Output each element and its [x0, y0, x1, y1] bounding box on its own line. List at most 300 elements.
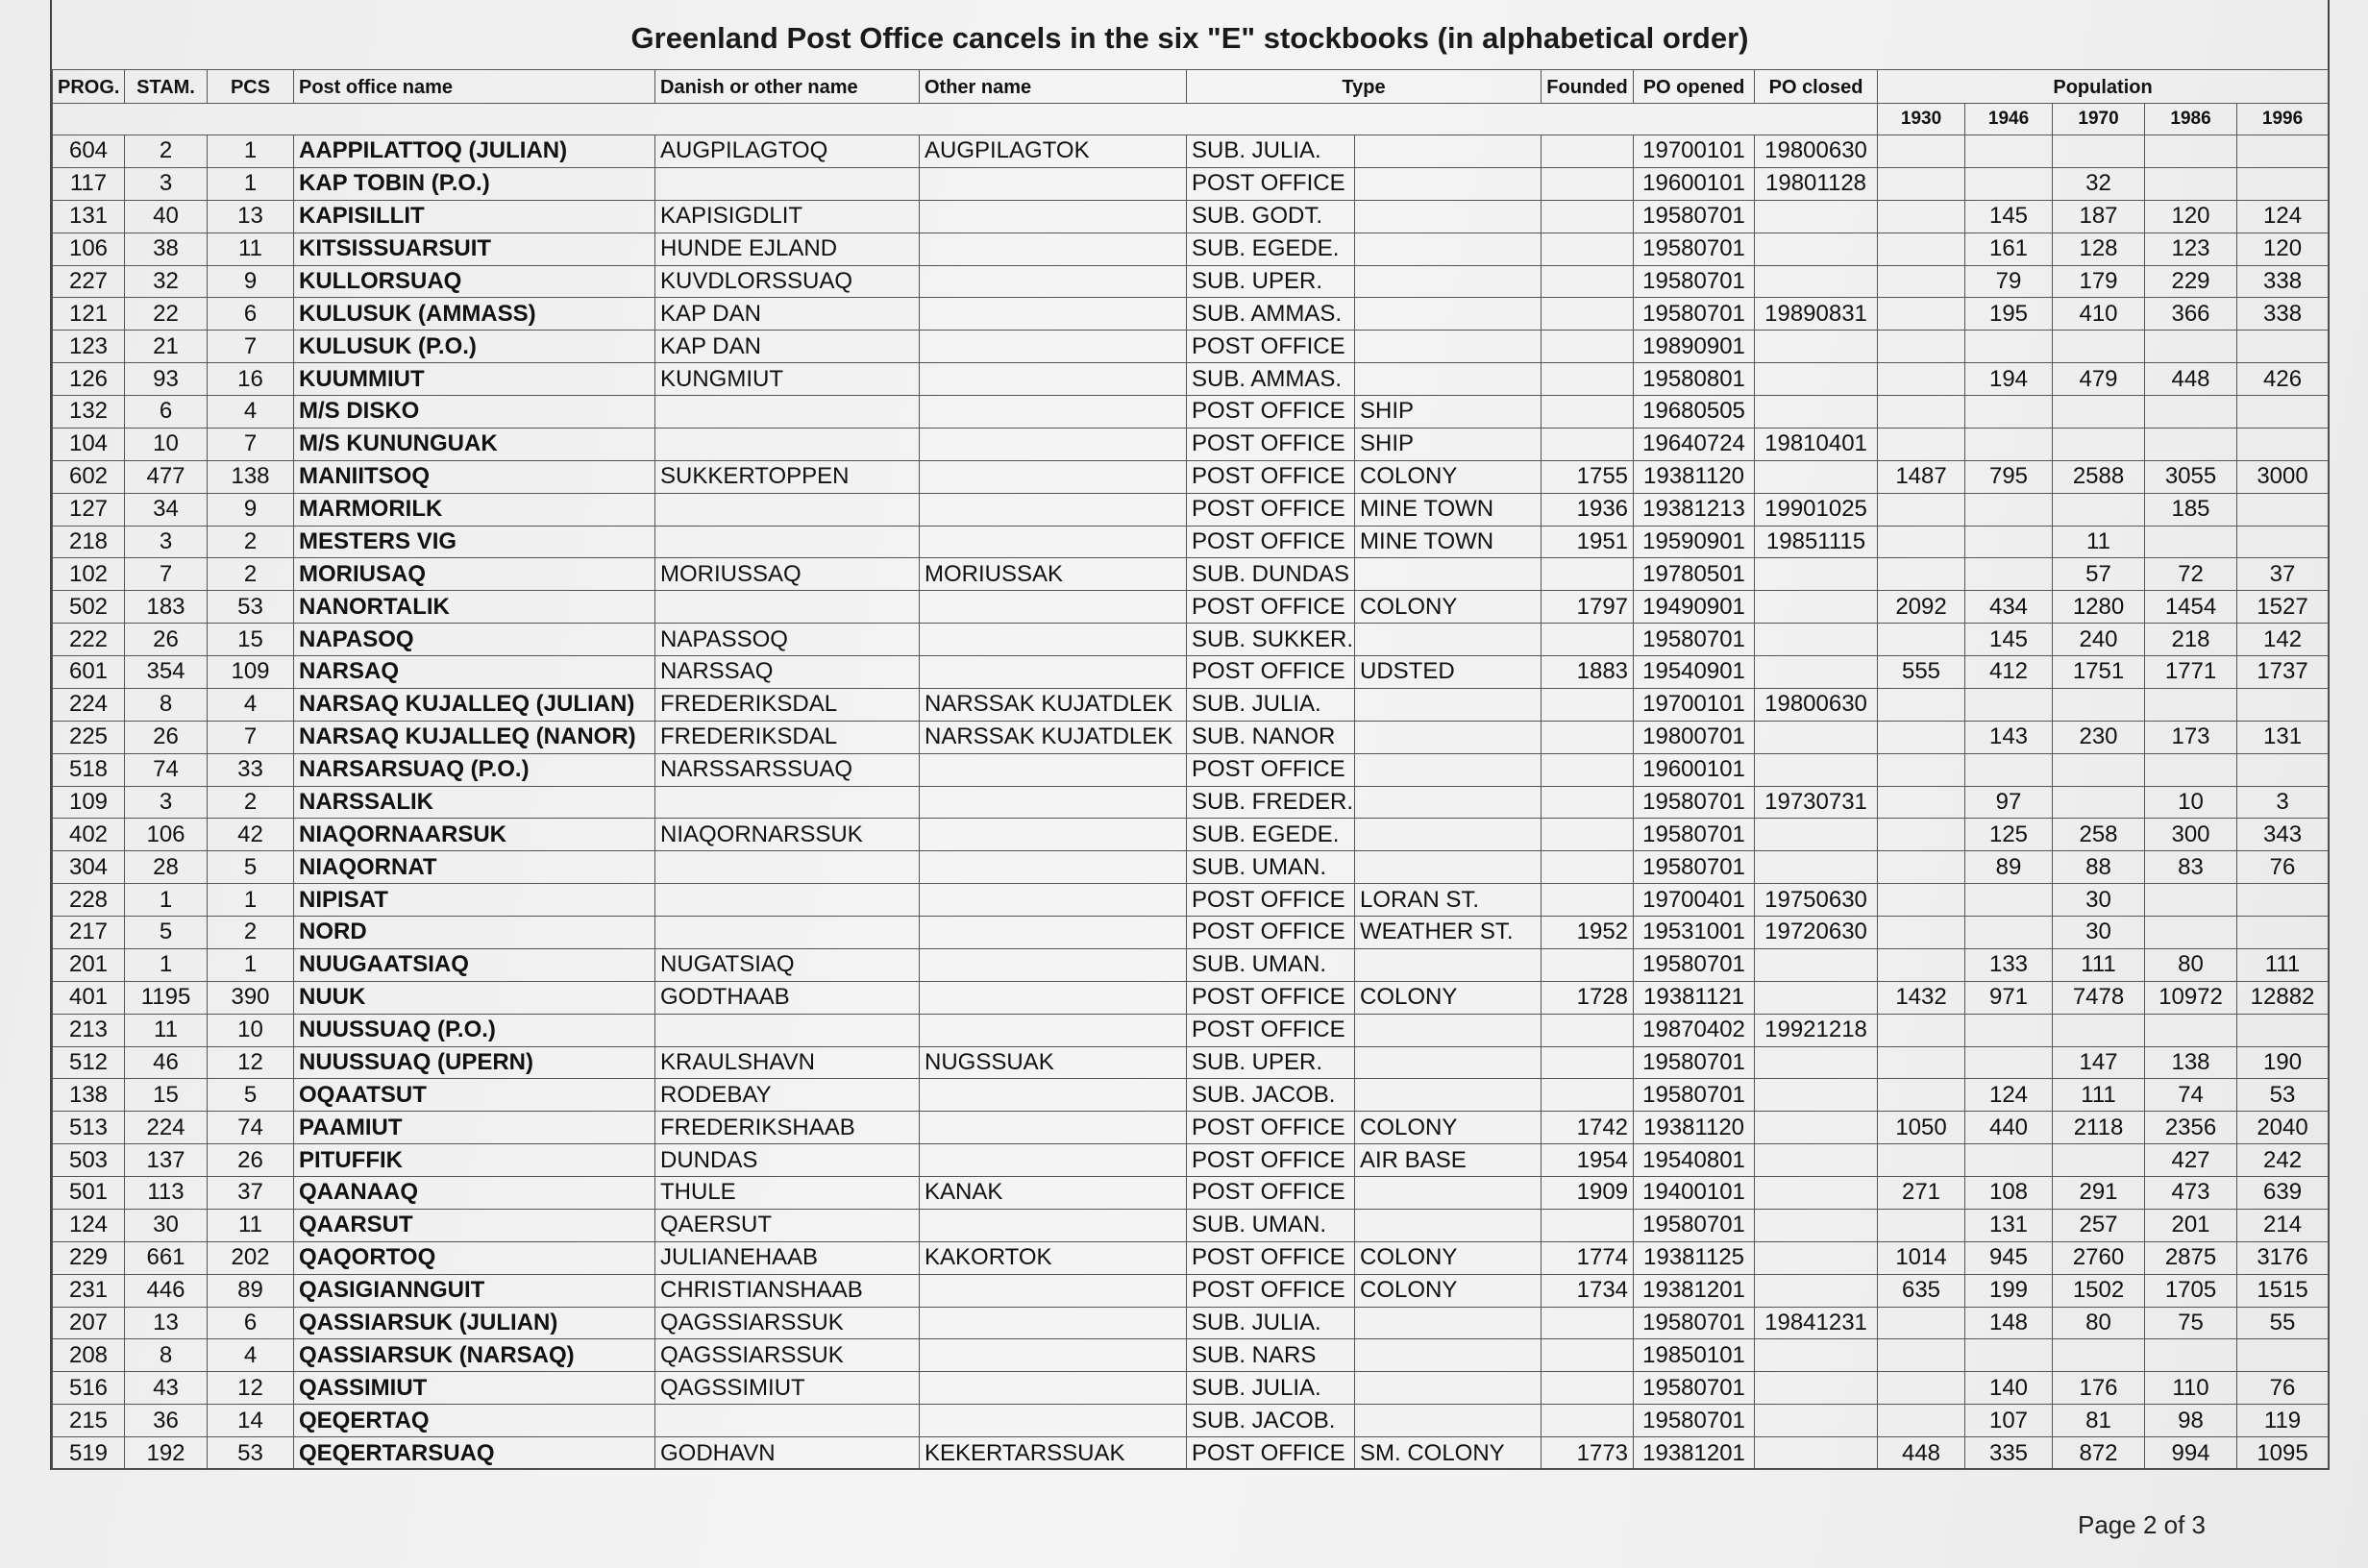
other-name-cell: NUGSSUAK [920, 1046, 1187, 1079]
prog-cell: 131 [53, 200, 125, 233]
pcs-cell: 2 [208, 558, 294, 591]
table-body [53, 135, 2329, 1470]
pcs-cell: 6 [208, 1307, 294, 1339]
population-1930-cell [1878, 1405, 1965, 1437]
population-1986-cell [2145, 753, 2237, 786]
other-name-cell [920, 851, 1187, 884]
population-1970-cell: 187 [2053, 200, 2145, 233]
other-name-cell [920, 591, 1187, 624]
danish-name-cell [655, 167, 920, 200]
prog-cell: 519 [53, 1437, 125, 1470]
prog-cell: 207 [53, 1307, 125, 1339]
pcs-cell: 12 [208, 1372, 294, 1405]
population-1970-cell: 291 [2053, 1177, 2145, 1210]
type-detail-cell [1355, 1177, 1542, 1210]
population-1996-cell [2237, 526, 2329, 558]
population-1930-cell: 271 [1878, 1177, 1965, 1210]
pcs-cell: 16 [208, 363, 294, 396]
other-name-cell [920, 884, 1187, 917]
population-1930-cell [1878, 1339, 1965, 1372]
table-row [53, 167, 2329, 200]
danish-name-cell: NUGATSIAQ [655, 948, 920, 981]
type-detail-cell: SHIP [1355, 428, 1542, 460]
founded-cell [1542, 233, 1634, 265]
population-1996-cell: 1737 [2237, 656, 2329, 689]
po-opened-cell: 19381213 [1634, 493, 1755, 526]
other-name-cell [920, 1014, 1187, 1046]
other-name-cell [920, 624, 1187, 656]
type-detail-cell: SM. COLONY [1355, 1437, 1542, 1470]
population-1970-cell: 176 [2053, 1372, 2145, 1405]
prog-cell: 117 [53, 167, 125, 200]
population-1996-cell: 142 [2237, 624, 2329, 656]
type-detail-cell [1355, 135, 1542, 168]
danish-name-cell [655, 493, 920, 526]
population-1930-cell [1878, 298, 1965, 331]
population-1986-cell: 229 [2145, 265, 2237, 298]
pcs-cell: 1 [208, 167, 294, 200]
post-office-name-cell: QAANAAQ [294, 1177, 655, 1210]
post-office-name-cell: QAQORTOQ [294, 1241, 655, 1274]
type-detail-cell [1355, 1372, 1542, 1405]
population-1930-cell [1878, 331, 1965, 363]
population-1970-cell: 30 [2053, 884, 2145, 917]
founded-cell [1542, 363, 1634, 396]
population-1946-cell: 194 [1965, 363, 2053, 396]
table-row [53, 135, 2329, 168]
pcs-cell: 89 [208, 1274, 294, 1307]
type-detail-cell: UDSTED [1355, 656, 1542, 689]
po-opened-cell: 19381201 [1634, 1437, 1755, 1470]
population-1930-cell [1878, 917, 1965, 949]
founded-cell [1542, 1339, 1634, 1372]
population-1930-cell [1878, 1307, 1965, 1339]
founded-cell [1542, 851, 1634, 884]
table-row [53, 721, 2329, 753]
prog-cell: 127 [53, 493, 125, 526]
other-name-cell [920, 363, 1187, 396]
type-detail-cell: SHIP [1355, 396, 1542, 429]
population-1986-cell [2145, 331, 2237, 363]
other-name-cell [920, 396, 1187, 429]
type-cell: POST OFFICE [1187, 1437, 1355, 1470]
type-cell: POST OFFICE [1187, 1112, 1355, 1144]
table-row [53, 1274, 2329, 1307]
population-1930-cell [1878, 721, 1965, 753]
founded-cell [1542, 819, 1634, 851]
type-detail-cell [1355, 1046, 1542, 1079]
stam-cell: 34 [125, 493, 208, 526]
population-1930-cell [1878, 1046, 1965, 1079]
other-name-cell [920, 1112, 1187, 1144]
population-1996-cell: 53 [2237, 1079, 2329, 1112]
type-detail-cell [1355, 786, 1542, 819]
population-1996-cell [2237, 884, 2329, 917]
population-1930-cell [1878, 363, 1965, 396]
stam-cell: 446 [125, 1274, 208, 1307]
post-office-name-cell: NARSARSUAQ (P.O.) [294, 753, 655, 786]
danish-name-cell: NARSSAQ [655, 656, 920, 689]
population-1986-cell: 427 [2145, 1144, 2237, 1177]
danish-name-cell: AUGPILAGTOQ [655, 135, 920, 168]
other-name-cell [920, 1405, 1187, 1437]
post-office-name-cell: KULUSUK (AMMASS) [294, 298, 655, 331]
population-1970-cell: 240 [2053, 624, 2145, 656]
type-cell: POST OFFICE [1187, 656, 1355, 689]
population-1946-cell [1965, 526, 2053, 558]
type-detail-cell: COLONY [1355, 1274, 1542, 1307]
stam-cell: 192 [125, 1437, 208, 1470]
po-opened-cell: 19580801 [1634, 363, 1755, 396]
type-detail-cell [1355, 1405, 1542, 1437]
other-name-cell [920, 460, 1187, 493]
other-name-cell: NARSSAK KUJATDLEK [920, 688, 1187, 721]
po-closed-cell [1755, 851, 1878, 884]
col-header-closed: PO closed [1755, 70, 1878, 104]
stam-cell: 15 [125, 1079, 208, 1112]
po-opened-cell: 19600101 [1634, 753, 1755, 786]
type-cell: POST OFFICE [1187, 591, 1355, 624]
type-detail-cell [1355, 624, 1542, 656]
prog-cell: 224 [53, 688, 125, 721]
prog-cell: 201 [53, 948, 125, 981]
other-name-cell [920, 948, 1187, 981]
other-name-cell [920, 428, 1187, 460]
prog-cell: 513 [53, 1112, 125, 1144]
pcs-cell: 11 [208, 233, 294, 265]
stam-cell: 22 [125, 298, 208, 331]
col-header-1930: 1930 [1878, 104, 1965, 135]
post-office-name-cell: NARSAQ KUJALLEQ (NANOR) [294, 721, 655, 753]
population-1986-cell: 10972 [2145, 981, 2237, 1014]
post-office-name-cell: NUUGAATSIAQ [294, 948, 655, 981]
stam-cell: 93 [125, 363, 208, 396]
other-name-cell [920, 1144, 1187, 1177]
post-office-table [52, 69, 2329, 1470]
post-office-name-cell: M/S KUNUNGUAK [294, 428, 655, 460]
founded-cell [1542, 1405, 1634, 1437]
other-name-cell [920, 981, 1187, 1014]
type-detail-cell [1355, 1079, 1542, 1112]
population-1970-cell [2053, 1014, 2145, 1046]
population-1946-cell [1965, 331, 2053, 363]
post-office-name-cell: MESTERS VIG [294, 526, 655, 558]
population-1986-cell: 448 [2145, 363, 2237, 396]
pcs-cell: 2 [208, 917, 294, 949]
table-row [53, 1046, 2329, 1079]
prog-cell: 102 [53, 558, 125, 591]
type-detail-cell: MINE TOWN [1355, 493, 1542, 526]
type-cell: POST OFFICE [1187, 917, 1355, 949]
page-number: Page 2 of 3 [2078, 1510, 2206, 1539]
population-1946-cell: 145 [1965, 624, 2053, 656]
type-cell: POST OFFICE [1187, 167, 1355, 200]
danish-name-cell: CHRISTIANSHAAB [655, 1274, 920, 1307]
pcs-cell: 9 [208, 265, 294, 298]
po-closed-cell [1755, 1144, 1878, 1177]
post-office-name-cell: KULLORSUAQ [294, 265, 655, 298]
population-1946-cell [1965, 884, 2053, 917]
post-office-name-cell: NARSAQ [294, 656, 655, 689]
pcs-cell: 7 [208, 331, 294, 363]
table-row [53, 493, 2329, 526]
population-1996-cell: 338 [2237, 265, 2329, 298]
population-1946-cell: 79 [1965, 265, 2053, 298]
population-1946-cell: 133 [1965, 948, 2053, 981]
col-header-danish: Danish or other name [655, 70, 920, 104]
population-1986-cell: 185 [2145, 493, 2237, 526]
population-1946-cell: 434 [1965, 591, 2053, 624]
population-1986-cell [2145, 1339, 2237, 1372]
other-name-cell: KEKERTARSSUAK [920, 1437, 1187, 1470]
page-title: Greenland Post Office cancels in the six "E" stockbooks (in alphabetical order) [630, 21, 1749, 55]
population-1986-cell: 2875 [2145, 1241, 2237, 1274]
table-row [53, 1339, 2329, 1372]
po-closed-cell: 19921218 [1755, 1014, 1878, 1046]
type-detail-cell [1355, 1307, 1542, 1339]
population-1970-cell: 2760 [2053, 1241, 2145, 1274]
population-1970-cell [2053, 428, 2145, 460]
founded-cell [1542, 1307, 1634, 1339]
pcs-cell: 42 [208, 819, 294, 851]
founded-cell [1542, 396, 1634, 429]
prog-cell: 215 [53, 1405, 125, 1437]
population-1996-cell: 1095 [2237, 1437, 2329, 1470]
po-opened-cell: 19381125 [1634, 1241, 1755, 1274]
other-name-cell [920, 1209, 1187, 1241]
po-opened-cell: 19680505 [1634, 396, 1755, 429]
population-1930-cell: 2092 [1878, 591, 1965, 624]
table-row [53, 233, 2329, 265]
post-office-name-cell: NIAQORNAARSUK [294, 819, 655, 851]
stam-cell: 354 [125, 656, 208, 689]
prog-cell: 231 [53, 1274, 125, 1307]
post-office-name-cell: NARSAQ KUJALLEQ (JULIAN) [294, 688, 655, 721]
stam-cell: 28 [125, 851, 208, 884]
post-office-name-cell: KUUMMIUT [294, 363, 655, 396]
po-opened-cell: 19580701 [1634, 624, 1755, 656]
danish-name-cell [655, 851, 920, 884]
type-cell: SUB. AMMAS. [1187, 363, 1355, 396]
type-detail-cell: WEATHER ST. [1355, 917, 1542, 949]
population-1946-cell: 89 [1965, 851, 2053, 884]
po-closed-cell [1755, 1405, 1878, 1437]
population-1946-cell: 335 [1965, 1437, 2053, 1470]
population-1986-cell: 123 [2145, 233, 2237, 265]
founded-cell: 1774 [1542, 1241, 1634, 1274]
pcs-cell: 33 [208, 753, 294, 786]
post-office-name-cell: QEQERTARSUAQ [294, 1437, 655, 1470]
population-1946-cell [1965, 1339, 2053, 1372]
population-1996-cell: 2040 [2237, 1112, 2329, 1144]
po-opened-cell: 19780501 [1634, 558, 1755, 591]
prog-cell: 503 [53, 1144, 125, 1177]
other-name-cell [920, 298, 1187, 331]
founded-cell [1542, 948, 1634, 981]
population-1930-cell: 448 [1878, 1437, 1965, 1470]
po-opened-cell: 19580701 [1634, 200, 1755, 233]
prog-cell: 512 [53, 1046, 125, 1079]
population-1930-cell [1878, 200, 1965, 233]
population-1970-cell: 147 [2053, 1046, 2145, 1079]
type-detail-cell [1355, 721, 1542, 753]
type-detail-cell [1355, 1209, 1542, 1241]
prog-cell: 518 [53, 753, 125, 786]
pcs-cell: 202 [208, 1241, 294, 1274]
population-1970-cell: 30 [2053, 917, 2145, 949]
po-closed-cell [1755, 363, 1878, 396]
stam-cell: 26 [125, 624, 208, 656]
table-row [53, 819, 2329, 851]
other-name-cell [920, 1079, 1187, 1112]
other-name-cell: AUGPILAGTOK [920, 135, 1187, 168]
po-closed-cell [1755, 1241, 1878, 1274]
type-cell: POST OFFICE [1187, 1274, 1355, 1307]
po-opened-cell: 19400101 [1634, 1177, 1755, 1210]
pcs-cell: 390 [208, 981, 294, 1014]
stam-cell: 7 [125, 558, 208, 591]
population-1986-cell [2145, 1014, 2237, 1046]
population-1996-cell: 120 [2237, 233, 2329, 265]
table-row [53, 1405, 2329, 1437]
other-name-cell: KANAK [920, 1177, 1187, 1210]
population-1970-cell: 32 [2053, 167, 2145, 200]
population-1970-cell: 80 [2053, 1307, 2145, 1339]
population-1946-cell: 148 [1965, 1307, 2053, 1339]
stam-cell: 30 [125, 1209, 208, 1241]
population-1986-cell: 1705 [2145, 1274, 2237, 1307]
pcs-cell: 5 [208, 851, 294, 884]
population-1946-cell: 131 [1965, 1209, 2053, 1241]
table-row [53, 884, 2329, 917]
population-1946-cell [1965, 1144, 2053, 1177]
type-cell: POST OFFICE [1187, 493, 1355, 526]
po-opened-cell: 19600101 [1634, 167, 1755, 200]
post-office-name-cell: QEQERTAQ [294, 1405, 655, 1437]
type-cell: POST OFFICE [1187, 396, 1355, 429]
population-1970-cell: 2588 [2053, 460, 2145, 493]
stam-cell: 106 [125, 819, 208, 851]
post-office-name-cell: OQAATSUT [294, 1079, 655, 1112]
danish-name-cell: DUNDAS [655, 1144, 920, 1177]
other-name-cell [920, 233, 1187, 265]
population-1970-cell: 230 [2053, 721, 2145, 753]
population-1996-cell: 76 [2237, 851, 2329, 884]
table-row [53, 363, 2329, 396]
population-1946-cell: 125 [1965, 819, 2053, 851]
po-closed-cell [1755, 331, 1878, 363]
population-1930-cell: 1432 [1878, 981, 1965, 1014]
po-closed-cell [1755, 460, 1878, 493]
danish-name-cell: QAGSSIARSSUK [655, 1307, 920, 1339]
founded-cell: 1909 [1542, 1177, 1634, 1210]
po-closed-cell [1755, 233, 1878, 265]
po-opened-cell: 19490901 [1634, 591, 1755, 624]
population-1986-cell: 1771 [2145, 656, 2237, 689]
po-opened-cell: 19700101 [1634, 135, 1755, 168]
table-row [53, 1209, 2329, 1241]
post-office-name-cell: QASSIMIUT [294, 1372, 655, 1405]
danish-name-cell: RODEBAY [655, 1079, 920, 1112]
type-cell: SUB. EGEDE. [1187, 233, 1355, 265]
population-1946-cell: 124 [1965, 1079, 2053, 1112]
table-row [53, 624, 2329, 656]
type-cell: SUB. UMAN. [1187, 851, 1355, 884]
other-name-cell [920, 753, 1187, 786]
prog-cell: 123 [53, 331, 125, 363]
population-1930-cell [1878, 884, 1965, 917]
population-1970-cell: 7478 [2053, 981, 2145, 1014]
po-opened-cell: 19381120 [1634, 1112, 1755, 1144]
prog-cell: 121 [53, 298, 125, 331]
type-cell: POST OFFICE [1187, 1241, 1355, 1274]
type-cell: SUB. JACOB. [1187, 1079, 1355, 1112]
post-office-name-cell: KAP TOBIN (P.O.) [294, 167, 655, 200]
po-closed-cell: 19750630 [1755, 884, 1878, 917]
type-cell: POST OFFICE [1187, 1177, 1355, 1210]
founded-cell [1542, 167, 1634, 200]
po-closed-cell [1755, 656, 1878, 689]
type-cell: SUB. GODT. [1187, 200, 1355, 233]
stam-cell: 6 [125, 396, 208, 429]
stam-cell: 8 [125, 688, 208, 721]
pcs-cell: 4 [208, 396, 294, 429]
type-cell: POST OFFICE [1187, 428, 1355, 460]
stam-cell: 1 [125, 948, 208, 981]
population-1996-cell: 242 [2237, 1144, 2329, 1177]
danish-name-cell [655, 1405, 920, 1437]
stam-cell: 46 [125, 1046, 208, 1079]
founded-cell [1542, 298, 1634, 331]
population-1946-cell [1965, 135, 2053, 168]
post-office-name-cell: PAAMIUT [294, 1112, 655, 1144]
population-1930-cell: 555 [1878, 656, 1965, 689]
population-1930-cell [1878, 1079, 1965, 1112]
type-cell: SUB. UPER. [1187, 1046, 1355, 1079]
other-name-cell [920, 493, 1187, 526]
po-opened-cell: 19580701 [1634, 233, 1755, 265]
po-opened-cell: 19580701 [1634, 1405, 1755, 1437]
danish-name-cell [655, 1014, 920, 1046]
post-office-name-cell: NUUSSUAQ (UPERN) [294, 1046, 655, 1079]
type-cell: SUB. UMAN. [1187, 948, 1355, 981]
po-opened-cell: 19381201 [1634, 1274, 1755, 1307]
population-1946-cell [1965, 917, 2053, 949]
population-1986-cell: 110 [2145, 1372, 2237, 1405]
population-1946-cell [1965, 396, 2053, 429]
other-name-cell [920, 167, 1187, 200]
population-1930-cell [1878, 1144, 1965, 1177]
prog-cell: 106 [53, 233, 125, 265]
table-row [53, 298, 2329, 331]
population-1996-cell: 3000 [2237, 460, 2329, 493]
post-office-name-cell: MANIITSOQ [294, 460, 655, 493]
population-1946-cell: 199 [1965, 1274, 2053, 1307]
stam-cell: 74 [125, 753, 208, 786]
col-header-stam: STAM. [125, 70, 208, 104]
population-1930-cell [1878, 167, 1965, 200]
population-1996-cell [2237, 1339, 2329, 1372]
population-1996-cell: 343 [2237, 819, 2329, 851]
po-closed-cell [1755, 1209, 1878, 1241]
danish-name-cell: GODTHAAB [655, 981, 920, 1014]
po-opened-cell: 19580701 [1634, 1307, 1755, 1339]
population-1946-cell: 97 [1965, 786, 2053, 819]
po-opened-cell: 19700101 [1634, 688, 1755, 721]
population-1996-cell: 1515 [2237, 1274, 2329, 1307]
pcs-cell: 13 [208, 200, 294, 233]
prog-cell: 402 [53, 819, 125, 851]
